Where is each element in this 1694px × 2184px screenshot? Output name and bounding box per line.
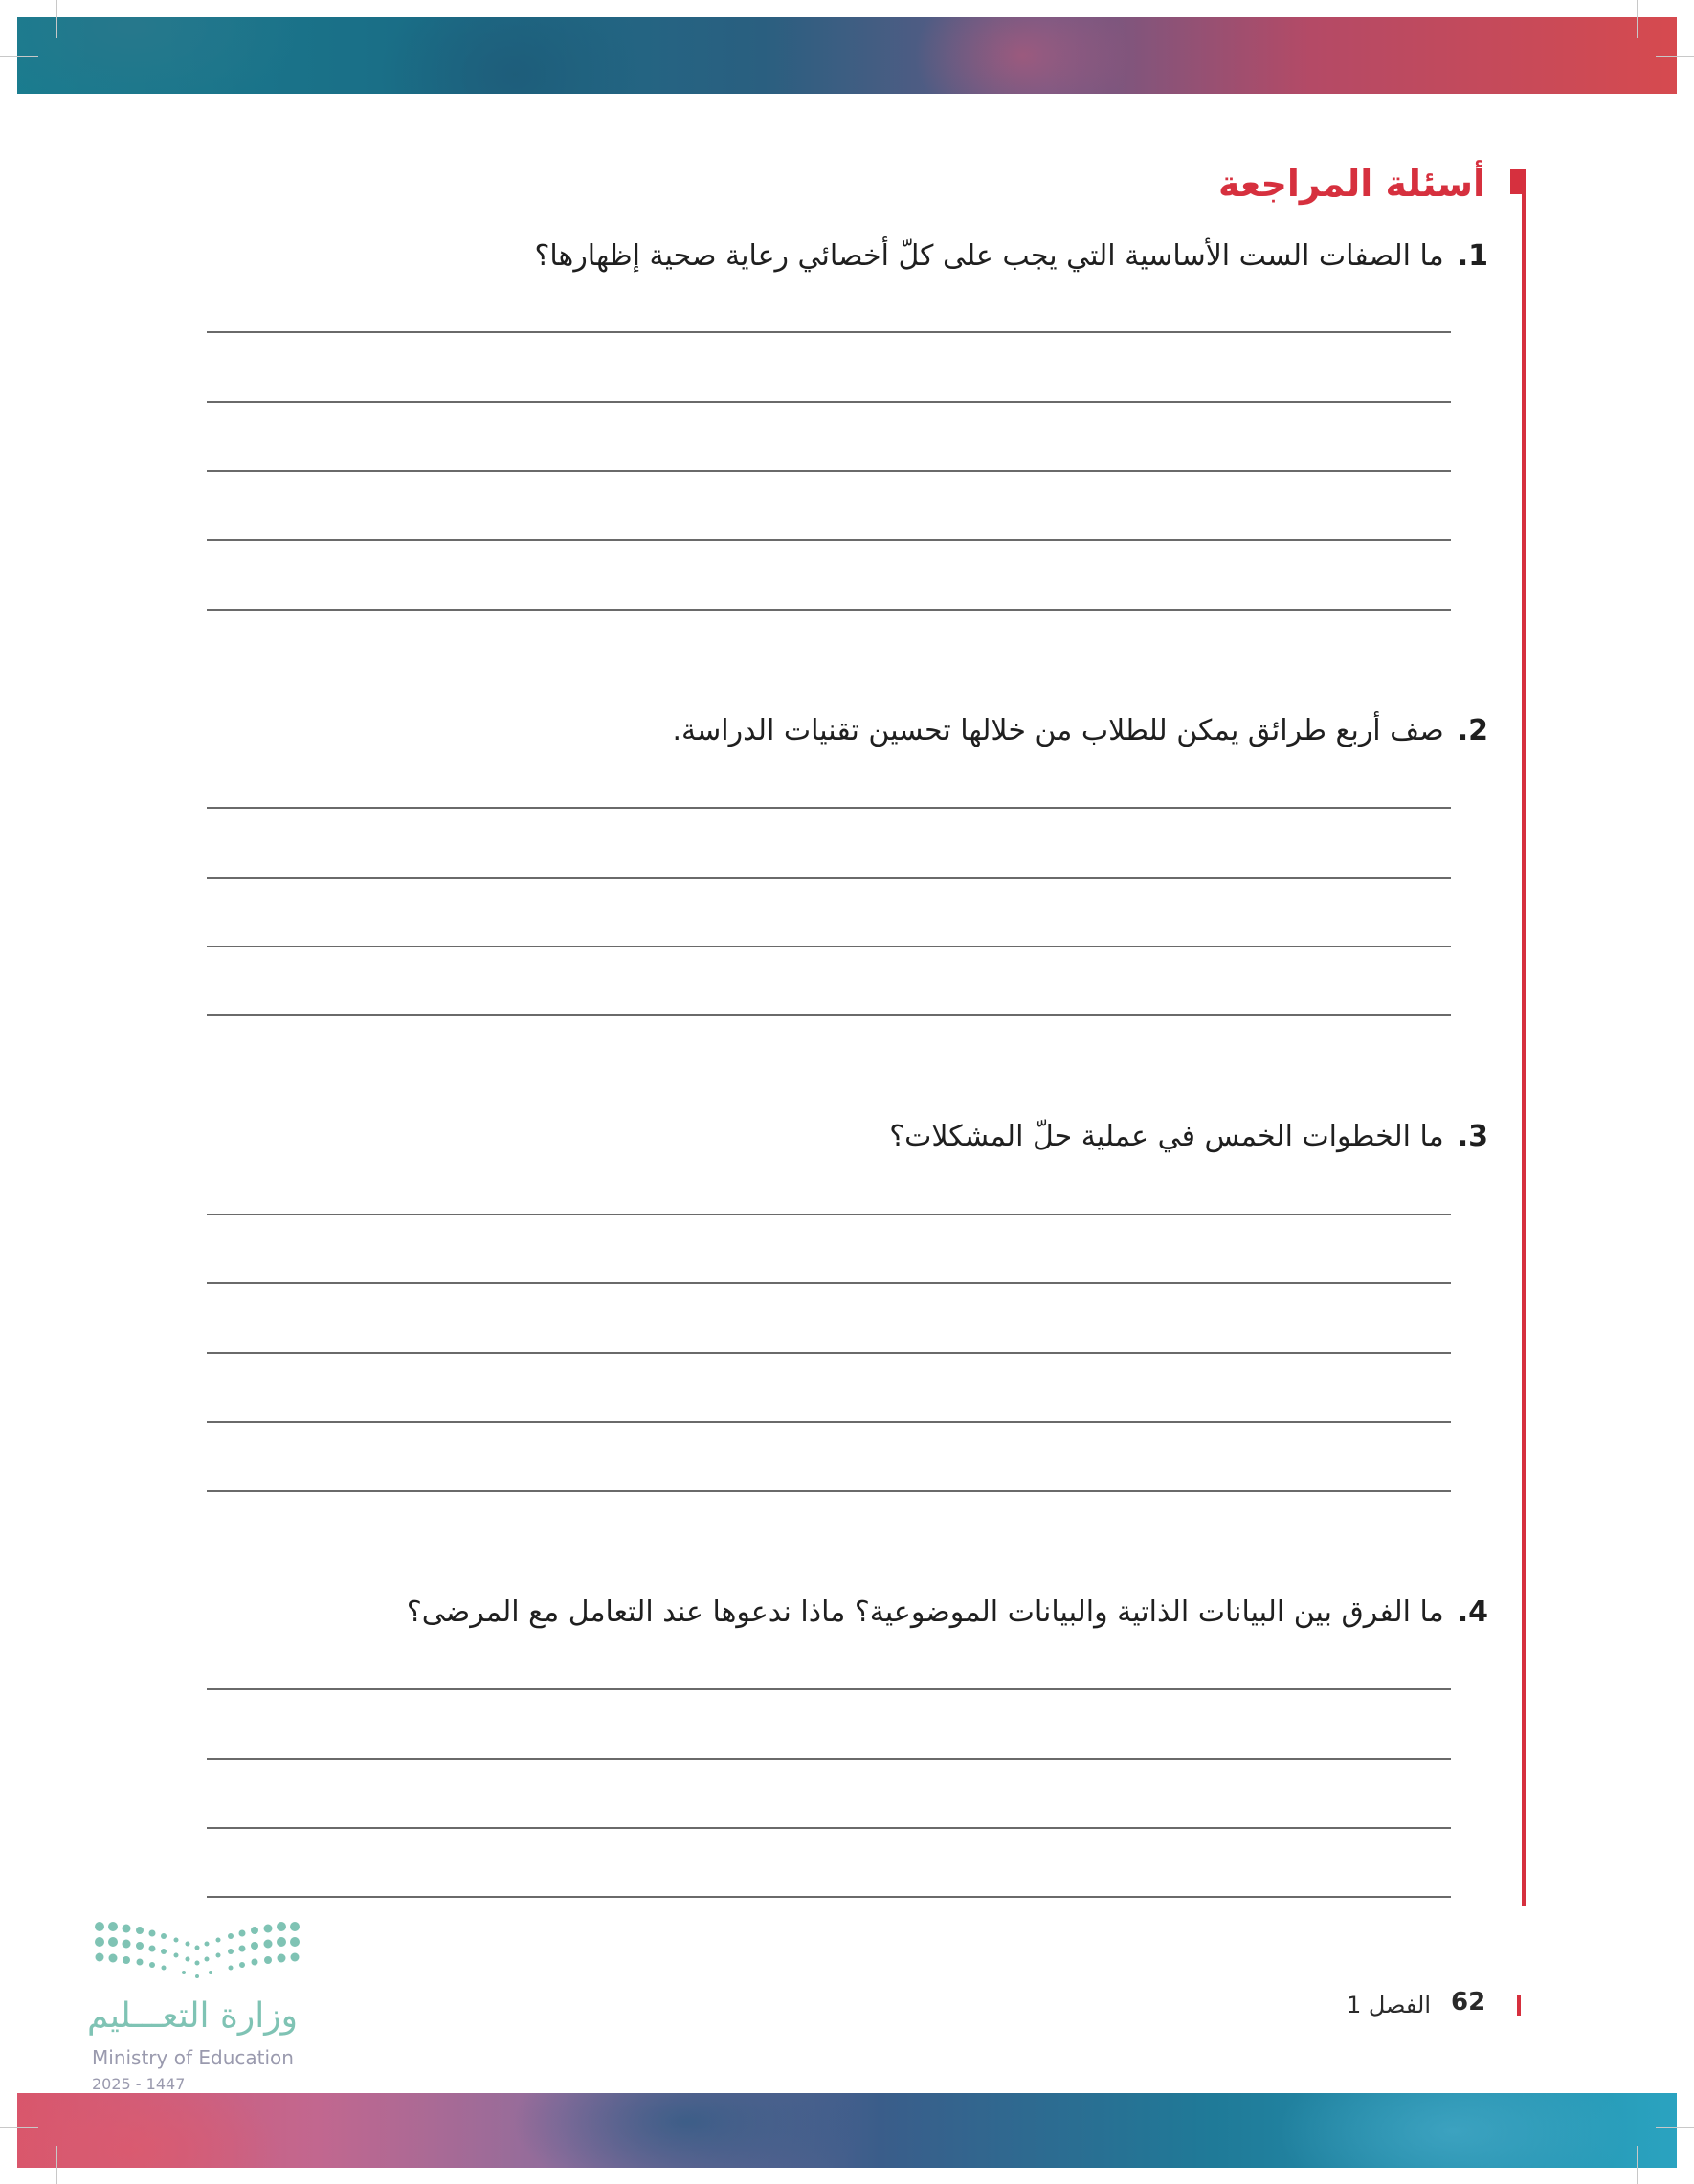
answer-line[interactable] — [207, 1014, 1451, 1016]
title-accent-square — [1510, 169, 1526, 194]
answer-line[interactable] — [207, 1282, 1451, 1284]
ministry-name-arabic: وزارة التعـــليم — [86, 1996, 298, 2036]
header-decorative-band — [17, 17, 1677, 94]
section-accent-rule — [1522, 174, 1526, 1906]
crop-mark — [56, 2146, 57, 2184]
answer-line[interactable] — [207, 539, 1451, 541]
crop-mark — [0, 2127, 38, 2128]
answer-line[interactable] — [207, 877, 1451, 879]
answer-line[interactable] — [207, 1352, 1451, 1354]
edition-year: 2025 - 1447 — [92, 2075, 186, 2093]
section-title: أسئلة المراجعة — [1217, 163, 1485, 205]
chapter-label: الفصل 1 — [1346, 1992, 1431, 2018]
answer-line[interactable] — [207, 1896, 1451, 1898]
question-text: ما الفرق بين البيانات الذاتية والبيانات الموضوعية؟ ماذا ندعوها عند التعامل مع المرضى؟ — [406, 1595, 1444, 1629]
crop-mark — [1656, 56, 1694, 57]
ministry-name-english: Ministry of Education — [92, 2046, 294, 2069]
page-number-accent — [1517, 1995, 1521, 2016]
ministry-logo-icon — [92, 1917, 302, 1994]
question-2 — [673, 714, 1488, 747]
answer-line[interactable] — [207, 1827, 1451, 1829]
answer-line[interactable] — [207, 331, 1451, 333]
answer-line[interactable] — [207, 1688, 1451, 1690]
question-number: 3. — [1457, 1120, 1488, 1153]
question-text: ما الصفات الست الأساسية التي يجب على كلّ أخصائي رعاية صحية إظهارها؟ — [534, 239, 1444, 273]
question-4 — [407, 1595, 1488, 1629]
crop-mark — [1637, 2146, 1638, 2184]
answer-line[interactable] — [207, 1490, 1451, 1492]
answer-line[interactable] — [207, 470, 1451, 472]
question-1 — [534, 239, 1488, 273]
question-text: صف أربع طرائق يمكن للطلاب من خلالها تحسين تقنيات الدراسة. — [672, 714, 1444, 747]
answer-line[interactable] — [207, 807, 1451, 809]
crop-mark — [0, 56, 38, 57]
answer-line[interactable] — [207, 1421, 1451, 1423]
crop-mark — [1637, 0, 1638, 38]
question-3 — [889, 1120, 1488, 1153]
answer-line[interactable] — [207, 1758, 1451, 1760]
crop-mark — [56, 0, 57, 38]
answer-line[interactable] — [207, 1214, 1451, 1215]
crop-mark — [1656, 2127, 1694, 2128]
question-number: 2. — [1457, 714, 1488, 747]
answer-line[interactable] — [207, 946, 1451, 947]
question-number: 4. — [1457, 1595, 1488, 1629]
footer-decorative-band — [17, 2093, 1677, 2168]
page-number: 62 — [1451, 1988, 1486, 2017]
answer-line[interactable] — [207, 609, 1451, 611]
answer-line[interactable] — [207, 401, 1451, 403]
question-number: 1. — [1457, 239, 1488, 273]
question-text: ما الخطوات الخمس في عملية حلّ المشكلات؟ — [889, 1120, 1444, 1153]
